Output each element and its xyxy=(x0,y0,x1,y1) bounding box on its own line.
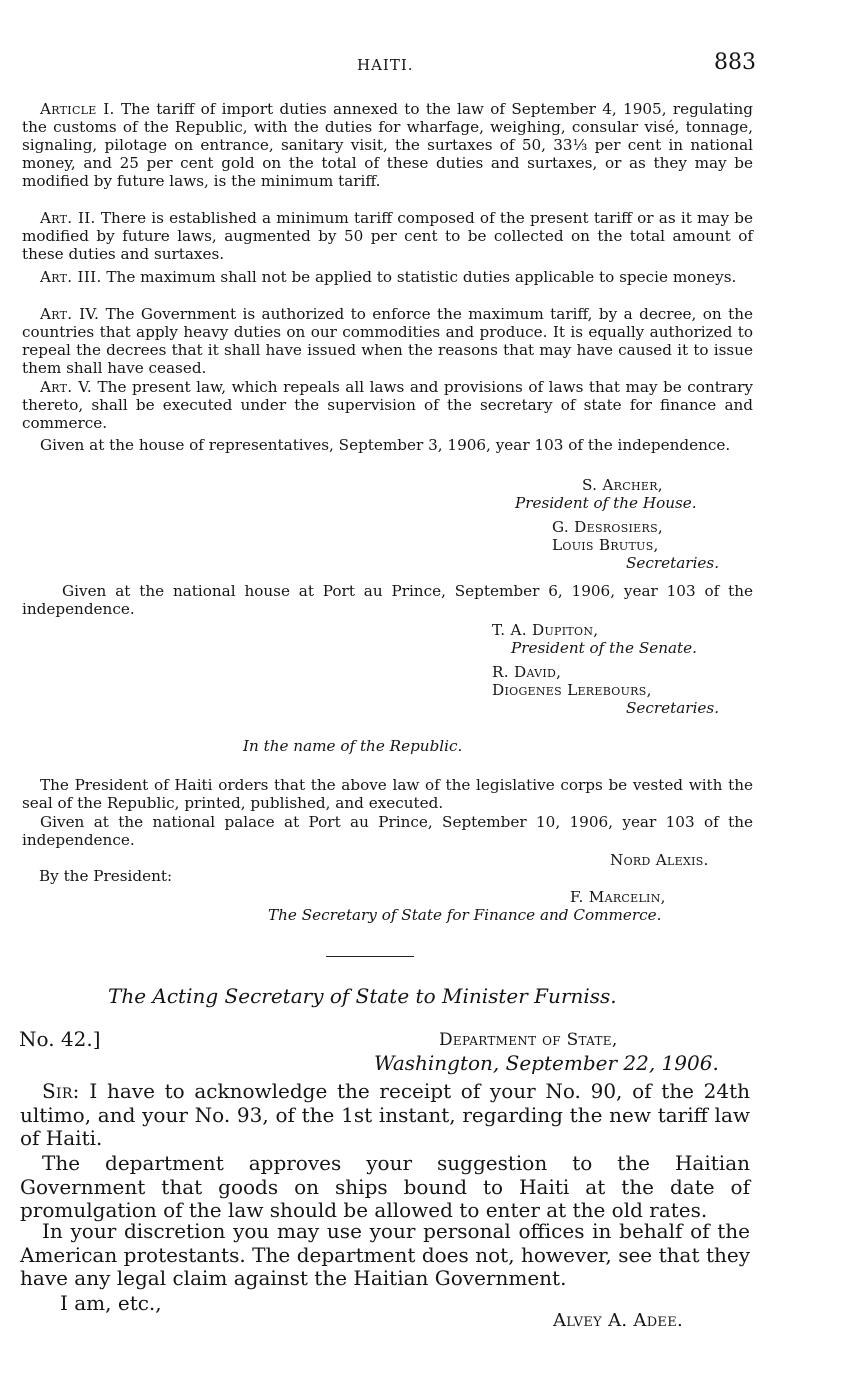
article-1-label: Article I. xyxy=(40,100,115,118)
senate-president-name: T. A. Dupiton, xyxy=(492,621,599,639)
letter-place-date: Washington, September 22, 1906. xyxy=(374,1051,719,1075)
house-secretary-1: G. Desrosiers, xyxy=(552,518,664,536)
article-1 xyxy=(22,100,753,190)
page-number: 883 xyxy=(714,50,756,75)
finance-secretary-name: F. Marcelin, xyxy=(570,888,666,906)
article-5-text: The present law, which repeals all laws and provisions of laws that may be contrary thereto, shall be executed under the supervision of the secretary of state for finance and commerce. xyxy=(22,378,753,433)
article-5-label: Art. V. xyxy=(40,378,92,396)
house-secretaries-label: Secretaries. xyxy=(626,554,720,572)
house-secretary-2: Louis Brutus, xyxy=(552,536,659,554)
article-3 xyxy=(22,268,753,286)
letter-paragraph-1 xyxy=(20,1080,750,1151)
section-divider xyxy=(326,956,414,957)
letter-heading: The Acting Secretary of State to Minister Furniss. xyxy=(108,984,617,1008)
letter-signature: Alvey A. Adee. xyxy=(553,1310,684,1331)
republic-heading: In the name of the Republic. xyxy=(243,737,463,755)
finance-secretary-title: The Secretary of State for Finance and Commerce. xyxy=(268,906,662,924)
letter-department: Department of State, xyxy=(439,1030,618,1050)
running-title: HAITI. xyxy=(357,56,414,74)
article-4-label: Art. IV. xyxy=(40,305,100,323)
article-4-text: The Government is authorized to enforce the maximum tariff, by a decree, on the countries that apply heavy duties on our commodities and produce. It is equally authorized to repeal the decrees that it shall have issued when the reasons that may have caused it to issue them shall have ceased. xyxy=(22,305,753,378)
article-2-label: Art. II. xyxy=(40,209,96,227)
letter-closing: I am, etc., xyxy=(60,1291,162,1315)
article-2-text: There is established a minimum tariff composed of the present tariff or as it may be modified by future laws, augmented by 50 per cent to be collected on the total amount of these duties and surtaxes. xyxy=(22,209,754,264)
senate-secretaries-label: Secretaries. xyxy=(626,699,720,717)
senate-secretary-2: Diogenes Lerebours, xyxy=(492,681,652,699)
senate-president-title: President of the Senate. xyxy=(511,639,697,657)
article-5 xyxy=(22,378,753,432)
senate-secretary-1: R. David, xyxy=(492,663,562,681)
letter-paragraph-3: In your discretion you may use your personal offices in behalf of the American protestants. The department does not, however, see that they have any legal claim against the Haitian Government. xyxy=(20,1219,750,1291)
given-house-text: Given at the house of representatives, September 3, 1906, year 103 of the independence. xyxy=(40,436,731,454)
by-the-president: By the President: xyxy=(39,867,173,885)
letter-salutation: Sir: xyxy=(42,1079,80,1103)
president-signature: Nord Alexis. xyxy=(610,851,709,869)
article-1-text: The tariff of import duties annexed to the law of September 4, 1905, regulating the customs of the Republic, with the duties for wharfage, weighing, consular visé, tonnage, signaling, pilotage on entrance, sanitary visit, the surtaxes of 50, 33⅓ per cent in national money, and 25 per cent gold on the total of these duties and surtaxes, or as they may be modified by future laws, is the minimum tariff. xyxy=(22,100,753,191)
article-3-label: Art. III. xyxy=(40,268,102,286)
article-3-text: The maximum shall not be applied to statistic duties applicable to specie moneys. xyxy=(106,268,737,286)
article-4 xyxy=(22,305,753,377)
given-palace-text: Given at the national palace at Port au Prince, September 10, 1906, year 103 of the independence. xyxy=(22,813,753,850)
house-president-title: President of the House. xyxy=(515,494,697,512)
article-2 xyxy=(22,209,753,263)
senate-given-text: Given at the national house at Port au Prince, September 6, 1906, year 103 of the independence. xyxy=(22,582,753,619)
letter-paragraph-2: The department approves your suggestion to the Haitian Government that goods on ships bound to Haiti at the date of promulgation of the law should be allowed to enter at the old rates. xyxy=(20,1151,750,1223)
house-president-name: S. Archer, xyxy=(582,476,663,494)
president-order-text: The President of Haiti orders that the above law of the legislative corps be vested with the seal of the Republic, printed, published, and executed. xyxy=(22,776,753,813)
letter-number: No. 42.] xyxy=(19,1027,101,1051)
letter-paragraph-1-text: I have to acknowledge the receipt of your No. 90, of the 24th ultimo, and your No. 93, of the 1st instant, regarding the new tariff law of Haiti. xyxy=(20,1079,751,1151)
